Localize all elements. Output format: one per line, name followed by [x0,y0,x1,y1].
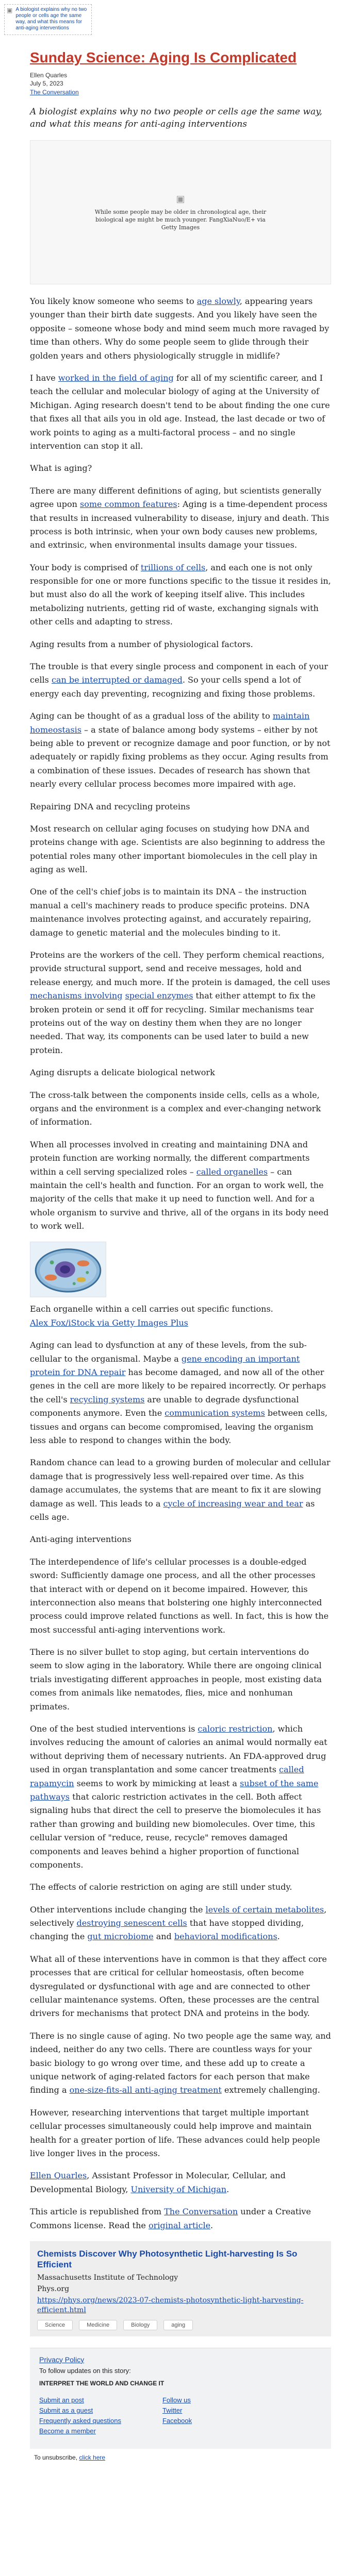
inline-link[interactable]: special enzymes [125,991,193,1001]
tag-biology[interactable]: Biology [123,2320,157,2330]
footer-col-2 [162,2395,192,2437]
inline-link[interactable]: can be interrupted or damaged [51,675,183,685]
paragraph: One of the cell's chief jobs is to maintain its DNA – the instruction manual a cell's machinery reads to produce specific proteins. DNA maintenance involves protecting against, and accurately repairing, damage to genetic material and the molecules binding to it. [30,887,311,938]
paragraph: Your body is comprised of trillions of cells, and each one is not only responsible for one or more functions specific to the tissue it resides in, but must also do all the work of keeping itself alive. This includes metabolizing nutrients, getting rid of waste, exchanging signals with other cells and adapting to stress. [30,562,331,627]
footer-link[interactable]: Facebook [162,2417,192,2425]
inline-link[interactable]: age slowly [196,296,240,307]
unsubscribe-link[interactable]: click here [79,2454,106,2462]
inline-link[interactable]: maintain homeostasis [30,711,310,735]
related-org: Massachusetts Institute of Technology [37,2274,178,2282]
author-link[interactable]: Ellen Quarles [30,2171,87,2181]
section-heading: Repairing DNA and recycling proteins [30,801,190,811]
paragraph: However, researching interventions that target multiple important cellular processes simultaneously could help improve and maintain health for a greater portion of life. These advances could help people live longer lives in the process. [30,2107,320,2158]
header [0,0,361,44]
hero-caption: While some people may be older in chronological age, their biological age might be much younger. FangXiaNuo/E+ via Getty Images [94,208,267,231]
section-heading: Aging disrupts a delicate biological network [30,1067,215,1078]
image-credit-link[interactable]: Alex Fox/iStock via Getty Images Plus [30,1317,188,1328]
tag-row [37,2320,324,2330]
hero-image [30,140,331,284]
footer-tagline: INTERPRET THE WORLD AND CHANGE IT [39,2379,165,2387]
article-content [30,49,331,2466]
paragraph: The effects of calorie restriction on aging are still under study. [30,1882,292,1892]
paragraph: There is no single cause of aging. No two people age the same way, and indeed, neither do any two cells. There are countless ways for your basic biology to go wrong over time, and these add up to create a unique network of aging-related factors for each person that make finding a one-size-fits-all anti-aging treatment extremely challenging. [30,2030,331,2095]
footer-columns [39,2395,322,2437]
related-url-link[interactable]: https://phys.org/news/2023-07-chemists-photosynthetic-light-harvesting-efficient.html [37,2296,304,2315]
footer-link[interactable]: Frequently asked questions [39,2417,121,2425]
paragraph: The cross-talk between the components inside cells, cells as a whole, organs and the environment is a complex and ever-changing network of information. [30,1090,321,1127]
paragraph: The interdependence of life's cellular processes is a double-edged sword: Sufficiently damage one process, and all the other processes that interact with or depend on it become impaired. However, this interconnection also means that bolstering one highly interconnected process could improve related functions as well. In fact, this is how the most successful anti-aging interventions work. [30,1556,329,1635]
paragraph: Most research on cellular aging focuses on studying how DNA and proteins change with age. Scientists are also beginning to address the potential roles many other important biomolecules in the cell play in aging as well. [30,823,325,875]
paragraph: Aging can be thought of as a gradual loss of the ability to maintain homeostasis – a state of balance among body systems – either by not being able to prevent or recognize damage and poor function, or by not adequately or rapidly fixing problems as they occur. Aging results from a combination of these issues. Decades of research has shown that nearly every cellular process becomes more impaired with age. [30,711,331,789]
footer-link[interactable]: Follow us [162,2396,191,2404]
article-source-link[interactable]: The Conversation [30,88,79,96]
tag-medicine[interactable]: Medicine [79,2320,117,2330]
inline-link[interactable]: gut microbiome [87,1931,154,1942]
inline-link[interactable]: one-size-fits-all anti-aging treatment [69,2085,222,2095]
cell-diagram-image [30,1242,106,1297]
author-bio: Ellen Quarles, Assistant Professor in Molecular, Cellular, and Developmental Biology, University of Michigan. [30,2171,286,2194]
paragraph: Aging can lead to dysfunction at any of these levels, from the sub-cellular to the organismal. Maybe a gene encoding an important protein for DNA repair has become damaged, and now all of the other genes in the cell are more likely to be repaired incorrectly. Or perhaps the cell's recycling systems are unable to degrade dysfunctional components anymore. Even the communication systems between cells, tissues and organs can become compromised, leaving the organism less able to respond to changes within the body. [30,1340,327,1445]
article-intro: A biologist explains why no two people or cells age the same way, and what this means for anti-aging interventions [30,106,322,130]
broken-image-icon: ▣ [7,7,13,14]
paragraph: When all processes involved in creating and maintaining DNA and protein function are working normally, the different compartments within a cell serving specialized roles – called organelles – can maintain the cell's health and function. For an organ to work well, the majority of the cells that make it up need to function well. And for a whole organism to survive and thrive, all of the organs in its body need to work well. [30,1139,329,1231]
paragraph: One of the best studied interventions is caloric restriction, which involves reducing the amount of calories an animal would normally eat without depriving them of necessary nutrients. An FDA-approved drug used in organ transplantation and some cancer treatments called rapamycin seems to work by mimicking at least a subset of the same pathways that caloric restriction activates in the cell. Both affect signaling hubs that direct the cell to preserve the biomolecules it has rather than growing and building new biomolecules. Over time, this cellular version of "reduce, reuse, recycle" removes damaged components and leaves behind a higher proportion of functional components. [30,1724,327,1870]
inline-link[interactable]: levels of certain metabolites [205,1904,324,1914]
header-image[interactable] [4,4,92,35]
conversation-link[interactable]: The Conversation [164,2207,238,2217]
paragraph: Proteins are the workers of the cell. They perform chemical reactions, provide structural support, send and receive messages, hold and release energy, and much more. If the protein is damaged, the cell uses mechanisms involving special enzymes that either attempt to fix the broken protein or send it off for recycling. Similar mechanisms tear proteins out of the way on destiny them when they are no longer needed. That way, its components can be used later to build a new protein. [30,950,331,1055]
footer [30,2348,331,2449]
section-heading: Aging results from a number of physiological factors. [30,639,253,649]
paragraph: Other interventions include changing the levels of certain metabolites, selectively destroying senescent cells that have stopped dividing, changing the gut microbiome and behavioral modifications. [30,1904,327,1942]
inline-link[interactable]: mechanisms involving [30,991,123,1001]
article-title[interactable]: Sunday Science: Aging Is Complicated [30,49,297,65]
paragraph: There are many different definitions of aging, but scientists generally agree upon some common features: Aging is a time-dependent process that results in increased vulnerability to disease, injury and death. This process is both intrinsic, when your own body causes new problems, and extrinsic, when environmental insults damage your tissues. [30,485,330,550]
inline-link[interactable]: cycle of increasing wear and tear [163,1498,303,1509]
inline-link[interactable]: called rapamycin [30,1765,304,1788]
footer-link[interactable]: Submit an post [39,2396,84,2404]
inline-link[interactable]: subset of the same pathways [30,1778,319,1802]
inline-link[interactable]: trillions of cells [140,562,206,572]
tag-aging[interactable]: aging [163,2320,193,2330]
original-article-link[interactable]: original article [148,2220,211,2230]
inline-link[interactable]: some common features [80,499,177,510]
paragraph: The trouble is that every single process and component in each of your cells can be interrupted or damaged. So your cells spend a lot of energy each day preventing, recognizing and fixing those problems. [30,662,328,699]
unsubscribe-row: To unsubscribe, click here [34,2454,106,2462]
footer-link[interactable]: Become a member [39,2427,96,2435]
article-date: July 5, 2023 [30,80,63,88]
header-image-alt: A biologist explains why no two people or cells age the same way, and what this means for anti-aging interventions [15,7,87,31]
footer-col-1 [39,2395,121,2437]
inline-link[interactable]: communication systems [165,1408,265,1418]
footer-link[interactable]: Twitter [162,2406,183,2414]
related-site: Phys.org [37,2285,70,2293]
paragraph: There is no silver bullet to stop aging, but certain interventions do seem to slow aging in the laboratory. While there are ongoing clinical trials investigating different approaches in people, most existing data comes from animals like nematodes, flies, mice and nonhuman primates. [30,1647,322,1711]
article-body [30,295,331,2232]
article-meta [30,71,331,96]
follow-intro: To follow updates on this story: [39,2366,131,2375]
image-icon: ▣ [176,194,185,205]
republish-note: This article is republished from The Conversation under a Creative Commons license. Read the original article. [30,2207,311,2230]
section-heading: Anti-aging interventions [30,1534,132,1545]
inline-link[interactable]: behavioral modifications [174,1931,277,1942]
article-author: Ellen Quarles [30,72,68,79]
inline-link[interactable]: gene encoding an important protein for DNA repair [30,1353,300,1378]
tag-science[interactable]: Science [37,2320,73,2330]
image-caption: Each organelle within a cell carries out specific functions. Alex Fox/iStock via Getty Images Plus [30,1304,273,1328]
privacy-policy-link[interactable]: Privacy Policy [39,2355,85,2364]
footer-link[interactable]: Submit as a guest [39,2406,93,2414]
university-link[interactable]: University of Michigan [130,2184,227,2194]
inline-link[interactable]: recycling systems [70,1394,145,1404]
related-story-box [30,2241,331,2336]
inline-link[interactable]: caloric restriction [198,1724,273,1734]
paragraph: I have worked in the field of aging for all of my scientific career, and I teach the cellular and molecular biology of aging at the University of Michigan. Aging research doesn't tend to be about finding the one cure that fixes all that ails you in old age. Instead, the last decade or two of work points to aging as a multi-factoral process – and no single intervention can stop it all. [30,372,330,451]
inline-link[interactable]: called organelles [196,1166,268,1177]
paragraph: Random chance can lead to a growing burden of molecular and cellular damage that is progressively less well-repaired over time. As this damage accumulates, the systems that are meant to fix it are slowing damage as well. This leads to a cycle of increasing wear and tear as cells age. [30,1458,331,1522]
inline-link[interactable]: worked in the field of aging [58,372,174,383]
paragraph: What all of these interventions have in common is that they affect core processes that are critical for cellular homeostasis, often become dysregulated or dysfunctional with age and are connected to other cellular maintenance systems. Often, these processes are the central drivers for mechanisms that protect DNA and proteins in the body. [30,1954,327,2019]
paragraph: You likely know someone who seems to age slowly, appearing years younger than their birth date suggests. And you likely have seen the opposite – someone whose body and mind seem much more ravaged by time than others. Why do some people seem to glide through their golden years and others physiologically struggle in midlife? [30,296,330,361]
inline-link[interactable]: destroying senescent cells [76,1918,187,1928]
section-heading: What is aging? [30,463,92,473]
related-title[interactable]: Chemists Discover Why Photosynthetic Light-harvesting Is So Efficient [37,2248,298,2270]
